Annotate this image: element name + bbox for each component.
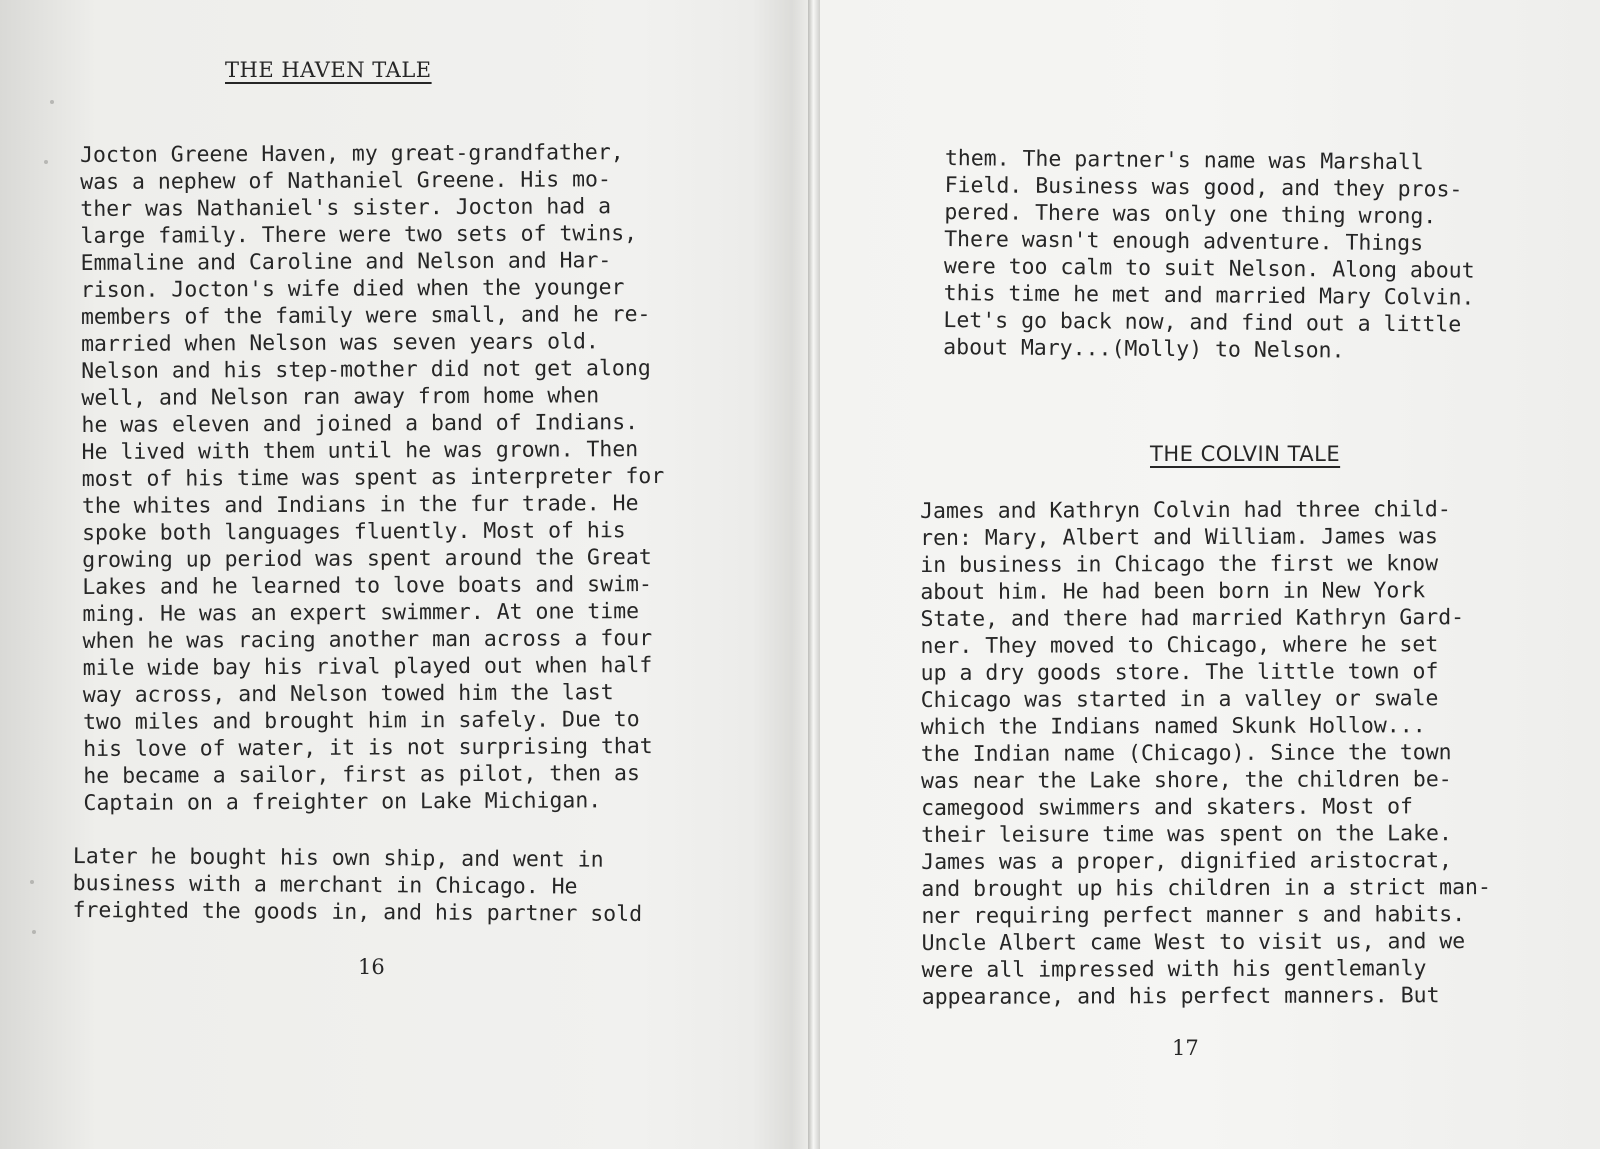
text-line: Emmaline and Caroline and Nelson and Har- [80,248,612,276]
text-line: ren: Mary, Albert and William. James was [920,524,1438,551]
text-line: He lived with them until he was grown. Then [81,437,639,465]
paper-speck [50,100,54,104]
text-line: Nelson and his step-mother did not get along [81,356,651,384]
text-line: he was eleven and joined a band of Indians. [81,410,639,438]
text-line: he became a sailor, first as pilot, then as [83,761,640,789]
text-line: this time he met and married Mary Colvin. [943,280,1475,311]
text-line: the whites and Indians in the fur trade. He [81,491,639,519]
text-line: State, and there had married Kathryn Gard- [920,605,1465,632]
haven-tale-paragraph-2 [72,843,642,928]
text-line: up a dry goods store. The little town of [920,659,1439,686]
text-line: ner requiring perfect manner s and habits. [921,902,1466,929]
text-line: Lakes and he learned to love boats and swim- [82,572,652,600]
colvin-tale-paragraph [920,496,1491,1011]
text-line: James and Kathryn Colvin had three child- [920,497,1451,524]
text-line: There wasn't enough adventure. Things [944,226,1424,257]
text-line: Uncle Albert came West to visit us, and we [921,929,1466,956]
text-line: his love of water, it is not surprising that [83,734,653,762]
paper-speck [44,160,48,164]
text-line: members of the family were small, and he re- [80,302,651,330]
text-line: rison. Jocton's wife died when the younger [80,275,625,303]
text-line: growing up period was spent around the Great [82,545,652,573]
text-line: them. The partner's name was Marshall [944,145,1424,176]
text-line: was a nephew of Nathaniel Greene. His mo- [80,167,611,195]
text-line: ther was Nathaniel's sister. Jocton had a [80,194,612,222]
text-line: about Mary...(Molly) to Nelson. [943,334,1345,364]
haven-tale-continuation [943,145,1476,366]
text-line: their leisure time was spent on the Lake. [921,821,1452,848]
text-line: which the Indians named Skunk Hollow... [920,713,1426,740]
text-line: James was a proper, dignified aristocrat, [921,848,1453,875]
paper-speck [30,880,34,884]
text-line: well, and Nelson ran away from home when [81,383,600,411]
text-line: camegood swimmers and skaters. Most of [921,794,1414,821]
text-line: ming. He was an expert swimmer. At one time [82,599,640,627]
text-line: ner. They moved to Chicago, where he set [920,632,1439,659]
text-line: Jocton Greene Haven, my great-grandfather, [80,140,624,168]
text-line: most of his time was spent as interpreter for [81,463,665,492]
colvin-tale-heading: THE COLVIN TALE [1150,442,1341,466]
text-line: the Indian name (Chicago). Since the town [920,740,1452,767]
text-line: was near the Lake shore, the children be- [920,767,1452,794]
text-line: Captain on a freighter on Lake Michigan. [83,788,602,816]
text-line: and brought up his children in a strict man- [921,875,1491,902]
haven-tale-heading: THE HAVEN TALE [225,58,432,82]
text-line: spoke both languages fluently. Most of his [81,518,626,546]
text-line: were all impressed with his gentlemanly [921,956,1427,983]
paper-speck [32,930,36,934]
text-line: large family. There were two sets of twins, [80,221,638,249]
text-line: about him. He had been born in New York [920,578,1426,605]
page-number-left: 16 [358,955,385,979]
page-number-right: 17 [1172,1036,1199,1060]
text-line: married when Nelson was seven years old. [80,329,599,357]
text-line: were too calm to suit Nelson. Along about [943,253,1475,284]
book-gutter [808,0,820,1149]
haven-tale-paragraph-1 [80,139,666,817]
right-page [820,0,1600,1149]
text-line: way across, and Nelson towed him the last [82,680,614,708]
text-line: Field. Business was good, and they pros- [944,172,1463,203]
text-line: Chicago was started in a valley or swale [920,686,1439,713]
text-line: freighted the goods in, and his partner sold [72,897,643,927]
text-line: when he was racing another man across a four [82,626,653,654]
text-line: in business in Chicago the first we know [920,551,1439,578]
text-line: two miles and brought him in safely. Due to [82,707,640,735]
text-line: Later he bought his own ship, and went in [72,844,604,873]
text-line: business with a merchant in Chicago. He [72,870,578,900]
text-line: Let's go back now, and find out a little [943,307,1462,338]
text-line: appearance, and his perfect manners. But [921,983,1440,1010]
text-line: pered. There was only one thing wrong. [944,199,1437,230]
text-line: mile wide bay his rival played out when half [82,653,653,681]
